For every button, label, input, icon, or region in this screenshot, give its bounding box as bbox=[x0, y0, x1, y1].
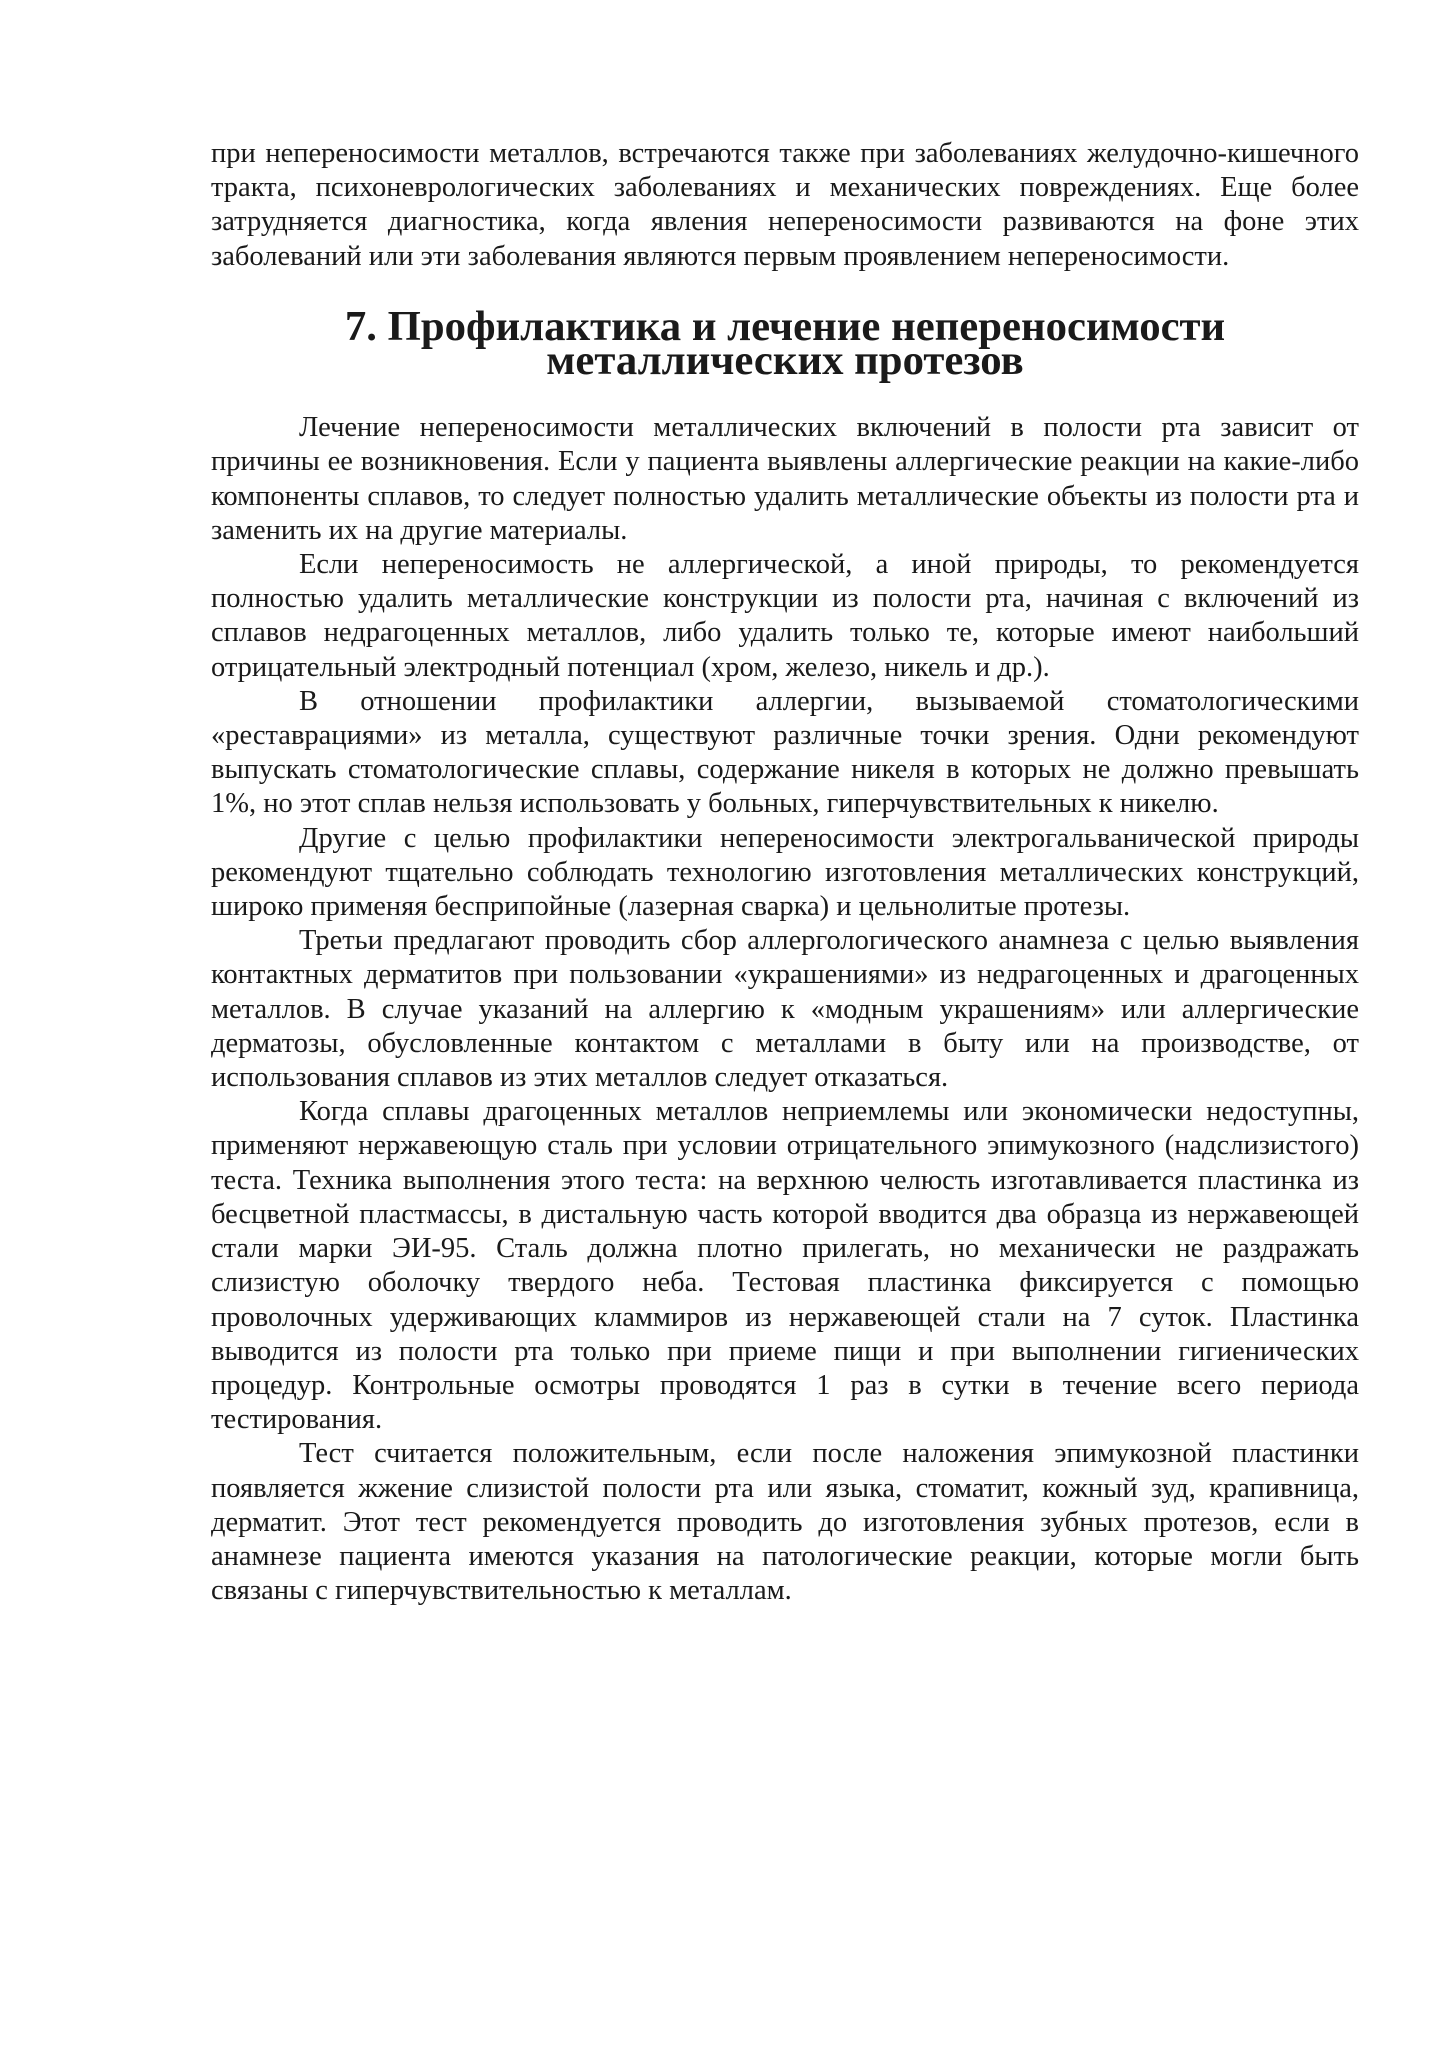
intro-paragraph: при непереносимости металлов, встречаются также при заболеваниях желудочно-кишечного тракта, психоневрологических заболеваниях и механических повреждениях. Еще более затрудняется диагностика, когда явления непереносимости развиваются на фоне этих заболеваний или эти заболевания являются первым проявлением непереносимости. bbox=[211, 138, 1359, 272]
document-page bbox=[211, 137, 1359, 1608]
paragraph-anamnesis: Третьи предлагают проводить сбор аллергологического анамнеза с целью выявления контактных дерматитов при пользовании «украшениями» из недрагоценных и драгоценных металлов. В случае указаний на аллергию к «модным украшениям» или аллергические дерматозы, обусловленные контактом с металлами в быту или на производстве, от использования сплавов из этих металлов следует отказаться. bbox=[211, 925, 1359, 1094]
paragraph-allergy-prevention: В отношении профилактики аллергии, вызываемой стоматологическими «реставрациями» из металла, существуют различные точки зрения. Одни рекомендуют выпускать стоматологические сплавы, содержание никеля в которых не должно превышать 1%, но этот сплав нельзя использовать у больных, гиперчувствительных к никелю. bbox=[211, 685, 1359, 820]
paragraph-non-allergic: Если непереносимость не аллергической, а иной природы, то рекомендуется полностью удалить металлические конструкции из полости рта, начиная с включений из сплавов недрагоценных металлов, либо удалить только те, которые имеют наибольший отрицательный электродный потенциал (хром, железо, никель и др.). bbox=[211, 549, 1359, 683]
paragraph-treatment: Лечение непереносимости металлических включений в полости рта зависит от причины ее возникновения. Если у пациента выявлены аллергические реакции на какие-либо компоненты сплавов, то следует полностью удалить металлические объекты из полости рта и заменить их на другие материалы. bbox=[211, 412, 1359, 546]
paragraph-test-positive: Тест считается положительным, если после наложения эпимукозной пластинки появляется жжение слизистой полости рта или языка, стоматит, кожный зуд, крапивница, дерматит. Этот тест рекомендуется проводить до изготовления зубных протезов, если в анамнезе пациента имеются указания на патологические реакции, которые могли быть связаны с гиперчувствительностью к металлам. bbox=[211, 1438, 1359, 1607]
section-heading bbox=[211, 302, 1359, 385]
section-heading-line-2: металлических протезов bbox=[546, 337, 1024, 385]
paragraph-epimucosal-test: Когда сплавы драгоценных металлов неприемлемы или экономически недоступны, применяют нержавеющую сталь при условии отрицательного эпимукозного (надслизистого) теста. Техника выполнения этого теста: на верхнюю челюсть изготавливается пластинка из бесцветной пластмассы, в дистальную часть которой вводится два образца из нержавеющей стали марки ЭИ-95. Сталь должна плотно прилегать, но механически не раздражать слизистую оболочку твердого неба. Тестовая пластинка фиксируется с помощью проволочных удерживающих кламмиров из нержавеющей стали на 7 суток. Пластинка выводится из полости рта только при приеме пищи и при выполнении гигиенических процедур. Контрольные осмотры проводятся 1 раз в сутки в течение всего периода тестирования. bbox=[211, 1096, 1359, 1436]
paragraph-electrogalvanic: Другие с целью профилактики непереносимости электрогальванической природы рекомендуют тщательно соблюдать технологию изготовления металлических конструкций, широко применяя бесприпойные (лазерная сварка) и цельнолитые протезы. bbox=[211, 822, 1359, 923]
section-heading-line-1: 7. Профилактика и лечение непереносимости bbox=[344, 302, 1226, 350]
